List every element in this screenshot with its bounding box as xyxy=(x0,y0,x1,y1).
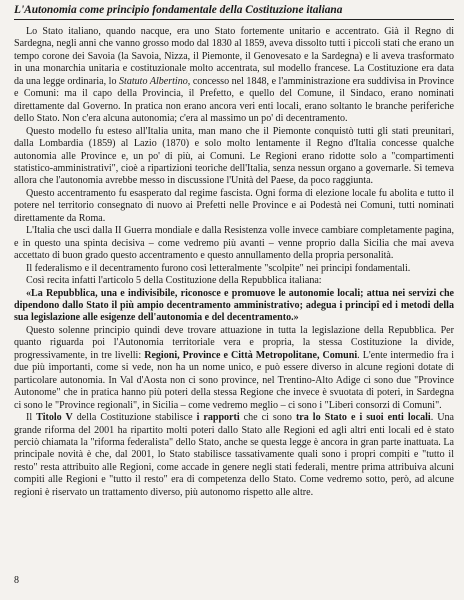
text-run: i rapporti xyxy=(196,412,240,424)
text-run: Il xyxy=(26,412,37,424)
text-run: Questo modello fu esteso all'Italia unita, man mano che il Piemonte conquistò tutti gli stati preunitari, dalla Lombardia (1859) al Lazio (1870) e solo molto lentamente il Regno d'Italia concesse qualche autonomia alle Province e, un po' di più, ai Comuni. Le Regioni erano ridotte solo a "compartimenti statistico-amministrativi", cioè a ripartizioni teoriche dell'Italia, senza nessun organo a governarle. Si temeva allora che l'autonomia avrebbe messo in discussione l'Unità del Paese, da poco raggiunta. xyxy=(14,125,454,187)
header-divider xyxy=(14,19,454,20)
body-text xyxy=(14,26,454,499)
paragraph-p6 xyxy=(14,275,454,287)
paragraph-p5 xyxy=(14,263,454,275)
paragraph-p1 xyxy=(14,26,454,126)
text-run: che ci sono xyxy=(239,412,296,424)
running-header: L'Autonomia come principio fondamentale della Costituzione italiana xyxy=(14,4,343,16)
text-run: della Costituzione stabilisce xyxy=(72,412,197,424)
text-run: Così recita infatti l'articolo 5 della Costituzione della Repubblica italiana: xyxy=(26,275,322,287)
text-run: Questo solenne principio quindi deve trovare attuazione in tutta la legislazione della Repubblica. Per quanto riguarda poi l'Autonomia territoriale vera e propria, la stessa Costituzione la divide, progressivamente, in tre livelli: xyxy=(14,324,454,361)
text-run: . L'ente intermedio fra i due più importanti, come si vede, non ha un nome unico, e può essere diverso in alcune regioni dotate di particolare autonomia. In Val d'Aosta non ci sono province, nel Trentino-Alto Adige ci sono due "Province Autonome" che in pratica hanno più poteri della stessa Regione che invece è svuotata di poteri, in Sardegna ci sono le "Province regionali", in Sicilia – come vedremo meglio – ci sono i "Liberi consorzi di Comuni". xyxy=(14,349,454,411)
text-run: L'Italia che uscì dalla II Guerra mondiale e dalla Resistenza volle invece cambiare completamente pagina, e in questo una spinta decisiva – come vedremo più avanti – venne proprio dalla Sicilia che mai aveva accettato di buon grado questo accentramento e questo annullamento della propria personalità. xyxy=(14,225,454,262)
text-run: Statuto Albertino xyxy=(119,75,188,87)
paragraph-p8 xyxy=(14,325,454,412)
paragraph-p4 xyxy=(14,225,454,262)
text-run: tra lo Stato e i suoi enti locali xyxy=(295,412,431,424)
paragraph-p3 xyxy=(14,188,454,225)
paragraph-p7 xyxy=(14,288,454,325)
text-run: «La Repubblica, una e indivisibile, riconosce e promuove le autonomie locali; attua nei servizi che dipendono dallo Stato il più ampio decentramento amministrativo; adegua i principî ed i metodi della sua legislazione alle esigenze dell'autonomia e del decentramento.» xyxy=(14,287,454,324)
paragraph-p2 xyxy=(14,126,454,188)
text-run: , concesso nel 1848, e l'amministrazione era suddivisa in Province e Comuni: ma il capo della Provincia, il Prefetto, e quello del Comune, il Sindaco, erano nominati direttamente dal Governo. In pratica non erano ancora veri enti locali, erano soltanto le branche periferiche dello Stato. Non c'era alcuna autonomia; c'era al massimo un po' di decentramento. xyxy=(14,75,454,125)
paragraph-p9 xyxy=(14,412,454,499)
text-run: Lo Stato italiano, quando nacque, era uno Stato fortemente unitario e accentrato. Già il Regno di Sardegna, negli anni che vanno grosso modo dal 1830 al 1859, aveva dissolto tutti i piccoli stati che erano un tempo corone dei Savoia (la Savoia, Nizza, il Piemonte, il Genovesato e la Sardegna) e li aveva trasformato in una monarchia unitaria e costituzionale molto accentrata, sul modello francese. La Costituzione era data da una legge ordinaria, lo xyxy=(14,26,454,87)
text-run: Questo accentramento fu esasperato dal regime fascista. Ogni forma di elezione locale fu abolita e tutto il potere nel territorio consegnato di nuovo ai Prefetti nelle Province e ai Podestà nei Comuni, tutti nominati direttamente da Roma. xyxy=(14,187,454,224)
text-run: . Una grande riforma del 2001 ha ripartito molti poteri dallo Stato alle Regioni ed agli altri enti locali ed è stato perciò chiamata la "riforma federalista" dello Stato, anche se questa legge è ancora in gran parte inattuata. La principale novità è che, dal 2001, lo Stato stabilisce tassativamente quali sono i propri compiti e "tutto il resto" resta attribuito alle Regioni, come accade in genere negli stati federali, mentre prima attribuiva alcuni compiti alle Regioni e "tutto il resto" era di competenza dello Stato. Come vedremo sotto, però, ad alcune regioni è riservato un trattamento diverso, più autonomo rispetto alle altre. xyxy=(14,412,454,498)
page-number: 8 xyxy=(14,575,19,586)
text-run: Il federalismo e il decentramento furono così letteralmente "scolpite" nei principi fondamentali. xyxy=(26,262,411,274)
text-run: Titolo V xyxy=(36,412,73,424)
text-run: Regioni, Province e Città Metropolitane, Comuni xyxy=(144,349,358,361)
